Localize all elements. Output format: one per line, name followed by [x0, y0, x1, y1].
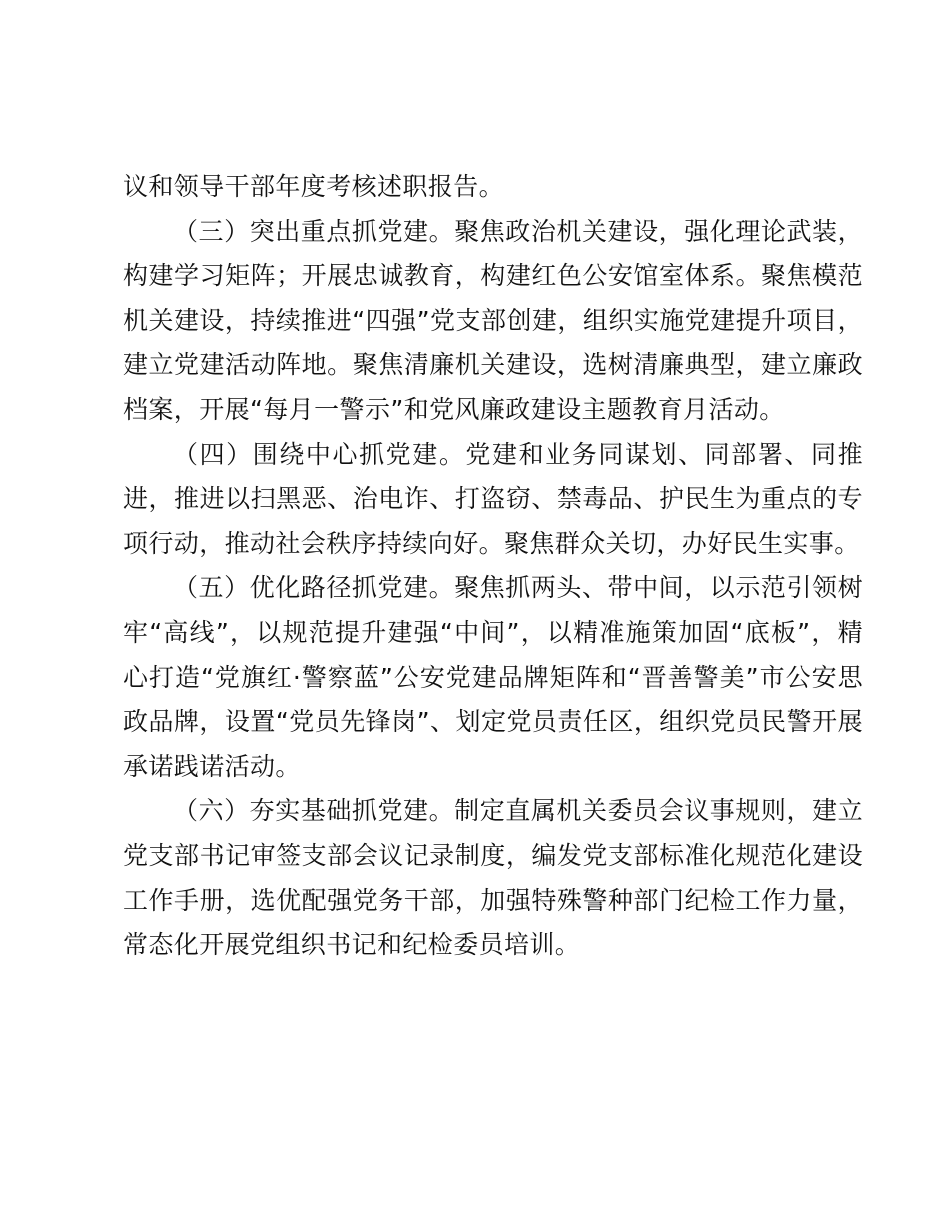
paragraph-section-6: （六）夯实基础抓党建。制定直属机关委员会议事规则，建立党支部书记审签支部会议记录制度，编发党支部标准化规范化建设工作手册，选优配强党务干部，加强特殊警种部门纪检工作力量，常态化开展党组织书记和纪检委员培训。 [123, 796, 863, 960]
paragraph-section-4: （四）围绕中心抓党建。党建和业务同谋划、同部署、同推进，推进以扫黑恶、治电诈、打盗窃、禁毒品、护民生为重点的专项行动，推动社会秩序持续向好。聚焦群众关切，办好民生实事。 [123, 439, 863, 558]
paragraph-continued: 议和领导干部年度考核述职报告。 [123, 172, 505, 201]
paragraph-section-3: （三）突出重点抓党建。聚焦政治机关建设，强化理论武装，构建学习矩阵；开展忠诚教育，构建红色公安馆室体系。聚焦模范机关建设，持续推进“四强”党支部创建，组织实施党建提升项目，建立党建活动阵地。聚焦清廉机关建设，选树清廉典型，建立廉政档案，开展“每月一警示”和党风廉政建设主题教育月活动。 [123, 216, 863, 424]
paragraph-section-5: （五）优化路径抓党建。聚焦抓两头、带中间，以示范引领树牢“高线”，以规范提升建强“中间”，以精准施策加固“底板”，精心打造“党旗红·警察蓝”公安党建品牌矩阵和“晋善警美”市公安思政品牌，设置“党员先锋岗”、划定党员责任区，组织党员民警开展承诺践诺活动。 [123, 573, 863, 781]
document-body [123, 165, 863, 968]
